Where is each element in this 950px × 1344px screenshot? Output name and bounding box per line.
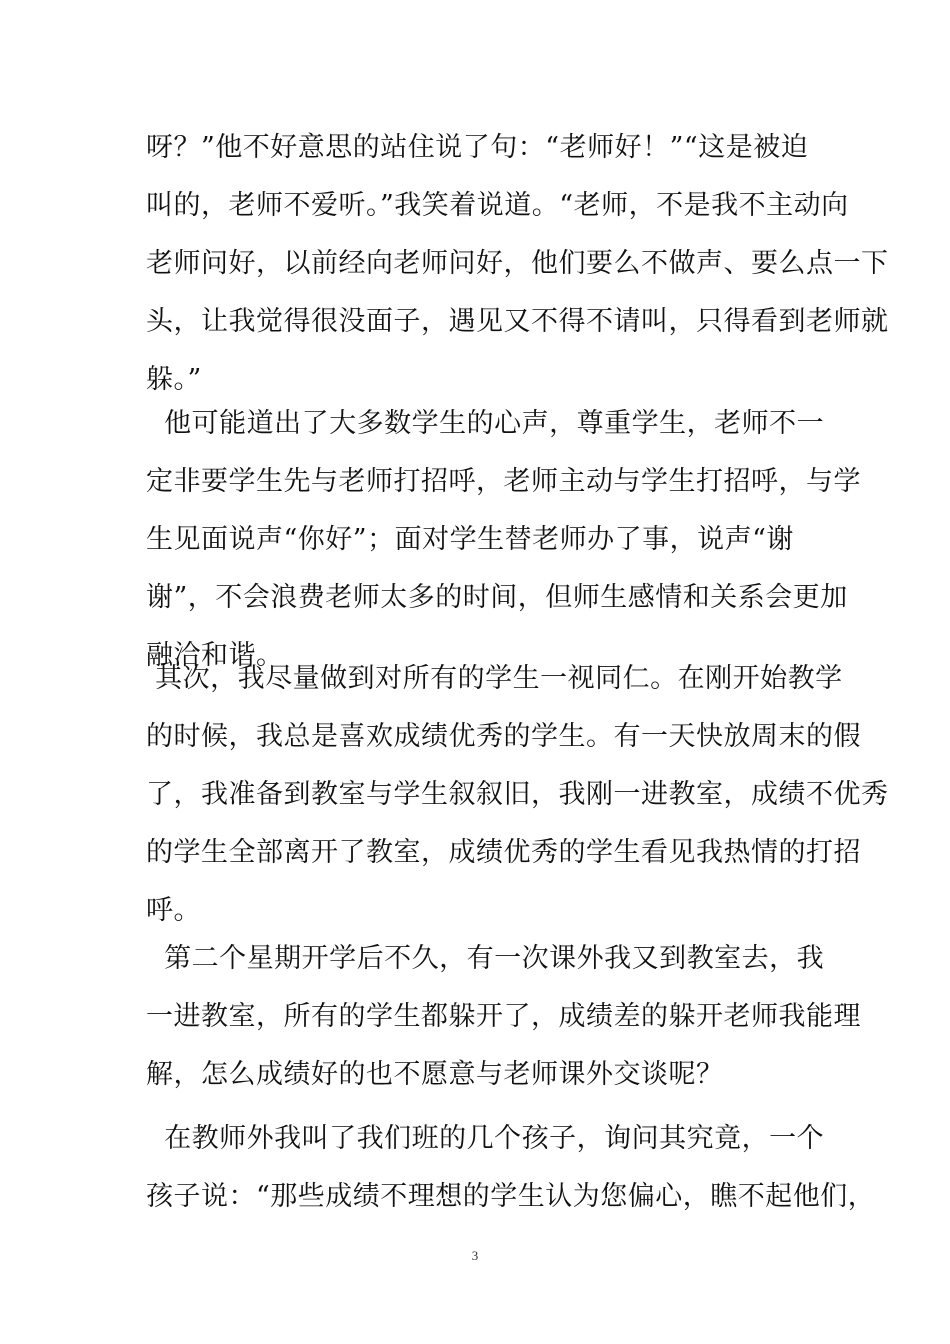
paragraph-line: 老师问好，以前经向老师问好，他们要么不做声、要么点一下 bbox=[146, 248, 889, 279]
paragraph-line: 的时候，我总是喜欢成绩优秀的学生。有一天快放周末的假 bbox=[146, 721, 861, 752]
paragraph-line: 在教师外我叫了我们班的几个孩子，询问其究竟，一个 bbox=[146, 1123, 825, 1154]
paragraph-line: 解，怎么成绩好的也不愿意与老师课外交谈呢？ bbox=[146, 1059, 724, 1090]
paragraph-line: 呼。 bbox=[146, 895, 201, 926]
paragraph-line: 躲。” bbox=[146, 364, 202, 395]
paragraph-4 bbox=[146, 935, 861, 1109]
paragraph-3 bbox=[146, 655, 889, 945]
paragraph-line: 生见面说声“你好”；面对学生替老师办了事，说声“谢 bbox=[146, 524, 794, 555]
paragraph-2 bbox=[146, 400, 861, 690]
paragraph-line: 孩子说：“那些成绩不理想的学生认为您偏心，瞧不起他们， bbox=[146, 1181, 876, 1212]
page-number: 3 bbox=[471, 1248, 479, 1263]
paragraph-line: 的学生全部离开了教室，成绩优秀的学生看见我热情的打招 bbox=[146, 837, 861, 868]
paragraph-line: 其次，我尽量做到对所有的学生一视同仁。在刚开始教学 bbox=[146, 663, 843, 694]
paragraph-5 bbox=[146, 1115, 876, 1231]
paragraph-line: 定非要学生先与老师打招呼，老师主动与学生打招呼，与学 bbox=[146, 466, 861, 497]
paragraph-1 bbox=[146, 124, 889, 414]
paragraph-line: 他可能道出了大多数学生的心声，尊重学生，老师不一 bbox=[146, 408, 825, 439]
paragraph-line: 第二个星期开学后不久，有一次课外我又到教室去，我 bbox=[146, 943, 825, 974]
paragraph-line: 头，让我觉得很没面子，遇见又不得不请叫，只得看到老师就 bbox=[146, 306, 889, 337]
paragraph-line: 了，我准备到教室与学生叙叙旧，我刚一进教室，成绩不优秀 bbox=[146, 779, 889, 810]
paragraph-line: 谢”，不会浪费老师太多的时间，但师生感情和关系会更加 bbox=[146, 582, 848, 613]
paragraph-line: 一进教室，所有的学生都躲开了，成绩差的躲开老师我能理 bbox=[146, 1001, 861, 1032]
paragraph-line: 融洽和谐。 bbox=[146, 640, 284, 671]
paragraph-line: 呀？”他不好意思的站住说了句：“老师好！”“这是被迫 bbox=[146, 132, 809, 163]
paragraph-line: 叫的，老师不爱听。”我笑着说道。“老师，不是我不主动向 bbox=[146, 190, 849, 221]
